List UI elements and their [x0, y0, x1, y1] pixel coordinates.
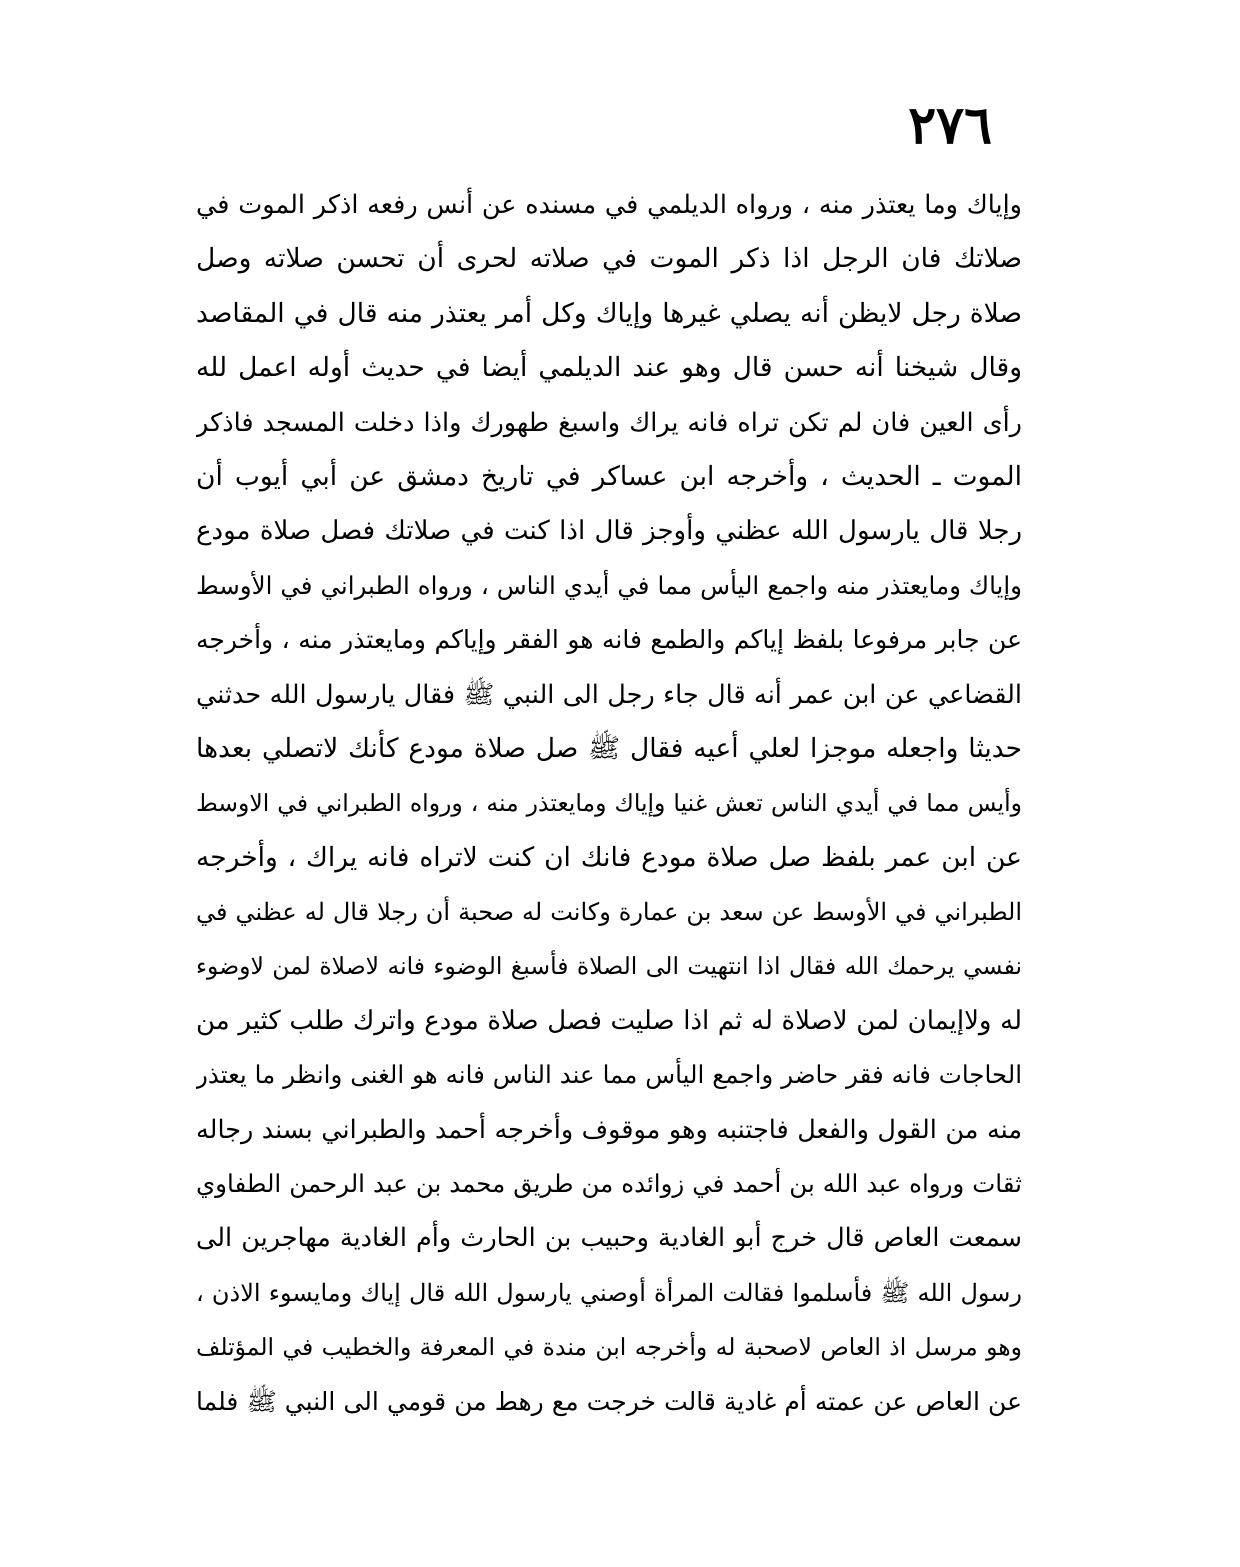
text-line-16: له ولاإيمان لمن لاصلاة له ثم اذا صليت فصل صلاة مودع واترك طلب كثير من — [196, 1005, 1022, 1036]
text-line-8: وإياك ومايعتذر منه واجمع اليأس مما في أيدي الناس ، ورواه الطبراني في الأوسط — [196, 570, 1022, 600]
text-line-22: وهو مرسل اذ العاص لاصحبة له وأخرجه ابن مندة في المعرفة والخطيب في المؤتلف — [196, 1333, 1022, 1362]
text-line-10: القضاعي عن ابن عمر أنه قال جاء رجل الى النبي ﷺ فقال يارسول الله حدثني — [196, 679, 1022, 710]
text-line-13: عن ابن عمر بلفظ صل صلاة مودع فانك ان كنت لاتراه فانه يراك ، وأخرجه — [196, 841, 1022, 873]
text-line-20: سمعت العاص قال خرج أبو الغادية وحبيب بن الحارث وأم الغادية مهاجرين الى — [196, 1223, 1022, 1254]
text-line-12: وأيس مما في أيدي الناس تعش غنيا وإياك ومايعتذر منه ، ورواه الطبراني في الاوسط — [196, 789, 1022, 818]
page-number: ٢٧٦ — [908, 95, 992, 156]
text-line-6: الموت ـ الحديث ، وأخرجه ابن عساكر في تاريخ دمشق عن أبي أيوب أن — [196, 460, 1022, 492]
text-line-19: ثقات ورواه عبد الله بن أحمد في زوائده من طريق محمد بن عبد الرحمن الطفاوي — [196, 1169, 1022, 1199]
text-line-21: رسول الله ﷺ فأسلموا فقالت المرأة أوصني يارسول الله قال إياك ومايسوء الاذن ، — [196, 1278, 1022, 1307]
text-line-18: منه من القول والفعل فاجتنبه وهو موقوف وأخرجه أحمد والطبراني بسند رجاله — [196, 1114, 1022, 1145]
text-line-9: عن جابر مرفوعا بلفظ إياكم والطمع فانه هو الفقر وإياكم ومايعتذر منه ، وأخرجه — [196, 625, 1022, 655]
text-line-1: وإياك وما يعتذر منه ، ورواه الديلمي في مسنده عن أنس رفعه اذكر الموت في — [196, 190, 1022, 220]
text-line-4: وقال شيخنا أنه حسن قال وهو عند الديلمي أيضا في حديث أوله اعمل لله — [196, 352, 1022, 384]
text-line-14: الطبراني في الأوسط عن سعد بن عمارة وكانت له صحبة أن رجلا قال له عظني في — [196, 898, 1022, 927]
text-line-15: نفسي يرحمك الله فقال اذا انتهيت الى الصلاة فأسبغ الوضوء فانه لاصلاة لمن لاوضوء — [196, 952, 1022, 981]
body-text — [196, 178, 1022, 1429]
text-line-11: حديثا واجعله موجزا لعلي أعيه فقال ﷺ صل صلاة مودع كأنك لاتصلي بعدها — [196, 732, 1022, 764]
text-line-17: الحاجات فانه فقر حاضر واجمع اليأس مما عند الناس فانه هو الغنى وانظر ما يعتذر — [196, 1060, 1022, 1090]
text-line-2: صلاتك فان الرجل اذا ذكر الموت في صلاته لحرى أن تحسن صلاته وصل — [196, 243, 1022, 275]
text-line-5: رأى العين فان لم تكن تراه فانه يراك واسبغ طهورك واذا دخلت المسجد فاذكر — [196, 407, 1022, 438]
text-line-3: صلاة رجل لايظن أنه يصلي غيرها وإياك وكل أمر يعتذر منه قال في المقاصد — [196, 297, 1022, 329]
text-line-7: رجلا قال يارسول الله عظني وأوجز قال اذا كنت في صلاتك فصل صلاة مودع — [196, 516, 1022, 547]
text-line-23: عن العاص عن عمته أم غادية قالت خرجت مع رهط من قومي الى النبي ﷺ فلما — [196, 1386, 1022, 1416]
